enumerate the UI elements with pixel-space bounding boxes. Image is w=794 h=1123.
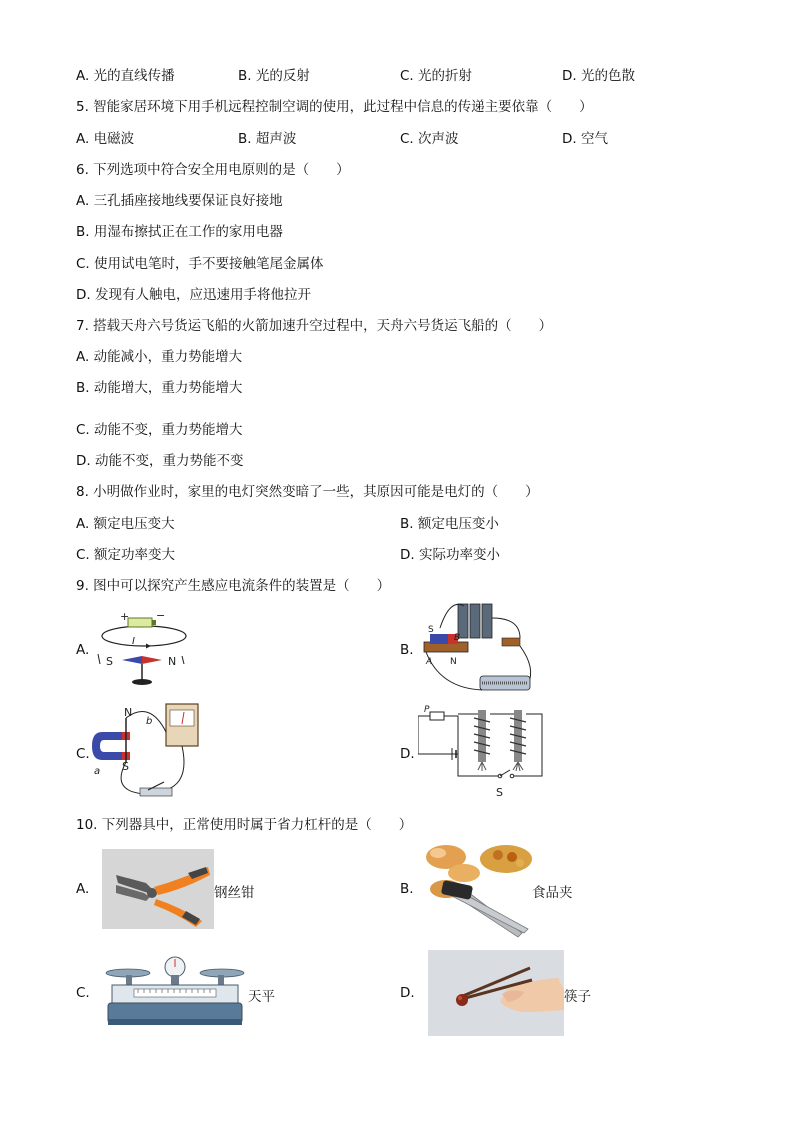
q10-caption-b: 食品夹: [532, 885, 573, 901]
balance-image: [104, 955, 246, 1029]
fig-a-minus: −: [156, 609, 166, 622]
q8-option-c: C. 额定功率变大: [76, 547, 176, 563]
chopsticks-image: [428, 950, 564, 1036]
fig-c-b: b: [146, 716, 153, 727]
fig-d-s: S: [496, 786, 503, 799]
fig-c-s: S: [122, 760, 129, 773]
q10-label-d: D.: [400, 985, 415, 1001]
q9-label-d: D.: [400, 746, 415, 762]
figure-current-compass: [92, 606, 202, 690]
q4-option-d: D. 光的色散: [562, 68, 635, 84]
q7-option-d: D. 动能不变，重力势能不变: [76, 453, 244, 469]
q10-label-c: C.: [76, 985, 90, 1001]
q8-option-b: B. 额定电压变小: [400, 516, 499, 532]
pliers-image: [102, 849, 214, 929]
q9-label-b: B.: [400, 642, 414, 658]
figure-electromagnet-rheostat: [420, 598, 542, 700]
q6-option-d: D. 发现有人触电，应迅速用手将他拉开: [76, 287, 311, 303]
q8-option-a: A. 额定电压变大: [76, 516, 175, 532]
figure-magnet-galvanometer: [90, 702, 210, 802]
figure-two-electromagnets: [418, 704, 548, 800]
fig-b-b: B: [454, 633, 461, 643]
q7-option-b: B. 动能增大，重力势能增大: [76, 380, 243, 396]
q4-option-b: B. 光的反射: [238, 68, 310, 84]
fig-b-n: N: [450, 657, 457, 667]
q6-option-a: A. 三孔插座接地线要保证良好接地: [76, 193, 283, 209]
q10-label-a: A.: [76, 881, 90, 897]
q9-label-a: A.: [76, 642, 90, 658]
food-tongs-image: [424, 843, 534, 939]
q10-stem: 10. 下列器具中，正常使用时属于省力杠杆的是（ ）: [76, 817, 413, 833]
q5-option-b: B. 超声波: [238, 131, 297, 147]
q8-stem: 8. 小明做作业时，家里的电灯突然变暗了一些，其原因可能是电灯的（ ）: [76, 484, 539, 500]
fig-a-current: I: [132, 636, 135, 647]
q5-option-d: D. 空气: [562, 131, 608, 147]
q10-label-b: B.: [400, 881, 414, 897]
q10-caption-c: 天平: [248, 989, 275, 1005]
q4-option-c: C. 光的折射: [400, 68, 473, 84]
q10-caption-a: 钢丝钳: [214, 885, 255, 901]
q7-stem: 7. 搭载天舟六号货运飞船的火箭加速升空过程中，天舟六号货运飞船的（ ）: [76, 318, 553, 334]
q6-option-c: C. 使用试电笔时，手不要接触笔尾金属体: [76, 256, 324, 272]
q8-option-d: D. 实际功率变小: [400, 547, 500, 563]
q5-stem: 5. 智能家居环境下用手机远程控制空调的使用，此过程中信息的传递主要依靠（ ）: [76, 99, 593, 115]
fig-c-a: a: [94, 766, 101, 777]
q6-stem: 6. 下列选项中符合安全用电原则的是（ ）: [76, 162, 350, 178]
q9-stem: 9. 图中可以探究产生感应电流条件的装置是（ ）: [76, 578, 391, 594]
fig-b-s: S: [428, 625, 434, 635]
q5-option-a: A. 电磁波: [76, 131, 135, 147]
fig-a-s: S: [106, 655, 113, 668]
fig-a-plus: +: [120, 610, 130, 623]
fig-b-a: A: [426, 657, 433, 667]
fig-a-n: N: [168, 655, 177, 668]
q7-option-a: A. 动能减小，重力势能增大: [76, 349, 243, 365]
q10-caption-d: 筷子: [564, 989, 591, 1005]
q6-option-b: B. 用湿布擦拭正在工作的家用电器: [76, 224, 283, 240]
q7-option-c: C. 动能不变，重力势能增大: [76, 422, 243, 438]
fig-c-n: N: [124, 706, 133, 719]
fig-d-p: P: [424, 705, 430, 715]
q4-option-a: A. 光的直线传播: [76, 68, 175, 84]
q9-label-c: C.: [76, 746, 90, 762]
q5-option-c: C. 次声波: [400, 131, 459, 147]
